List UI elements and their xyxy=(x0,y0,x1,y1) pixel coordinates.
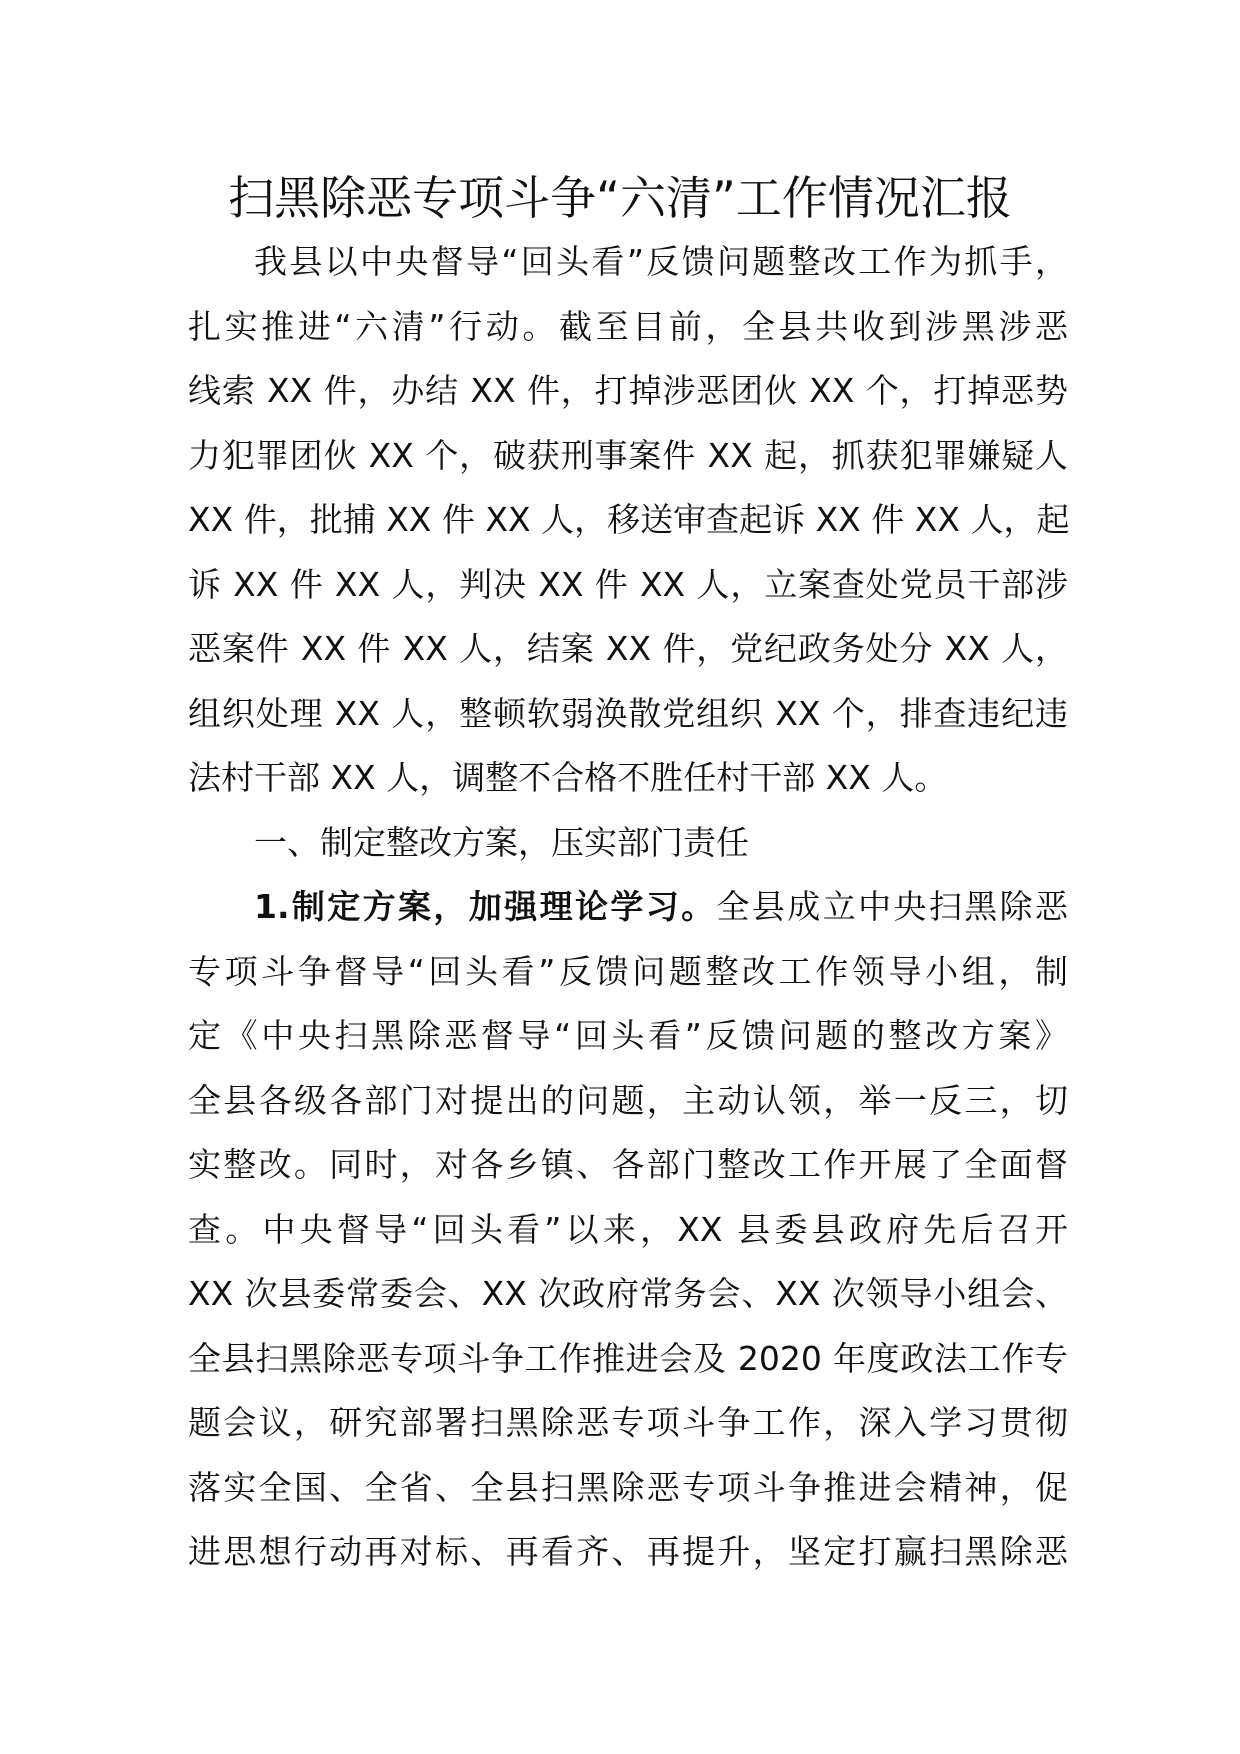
subsection-first-line-rest: 全县成立中央扫黑除恶 xyxy=(716,887,1069,926)
intro-line: 我县以中央督导“回头看”反馈问题整改工作为抓手， xyxy=(254,242,1068,281)
subsection-line: 题会议，研究部署扫黑除恶专项斗争工作，深入学习贯彻 xyxy=(188,1403,1068,1442)
subsection-line: 落实全国、全省、全县扫黑除恶专项斗争推进会精神，促 xyxy=(188,1467,1068,1507)
intro-line: XX 件，批捕 XX 件 XX 人，移送审查起诉 XX 件 XX 人，起 xyxy=(188,500,1070,539)
intro-line: 力犯罪团伙 XX 个，破获刑事案件 XX 起，抓获犯罪嫌疑人 xyxy=(188,435,1068,475)
subsection-line: XX 次县委常委会、XX 次政府常务会、XX 次领导小组会、 xyxy=(188,1274,1068,1313)
subsection-line: 进思想行动再对标、再看齐、再提升，坚定打赢扫黑除恶 xyxy=(188,1532,1068,1571)
intro-line: 线索 XX 件，办结 XX 件，打掉涉恶团伙 XX 个，打掉恶势 xyxy=(188,371,1068,410)
intro-line: 扎实推进“六清”行动。截至目前，全县共收到涉黑涉恶 xyxy=(188,306,1068,346)
subsection-lead: 1.制定方案，加强理论学习。 xyxy=(254,887,717,926)
intro-paragraph xyxy=(188,230,1068,811)
document-body xyxy=(188,230,1068,1585)
subsection-paragraph xyxy=(188,875,1068,1585)
section-heading: 一、制定整改方案，压实部门责任 xyxy=(254,822,749,862)
document-title: 扫黑除恶专项斗争“六清”工作情况汇报 xyxy=(228,171,1012,225)
subsection-line: 专项斗争督导“回头看”反馈问题整改工作领导小组，制 xyxy=(188,951,1068,991)
subsection-line: 全县各级各部门对提出的问题，主动认领，举一反三，切 xyxy=(188,1080,1068,1120)
subsection-line: 定《中央扫黑除恶督导“回头看”反馈问题的整改方案》 xyxy=(188,1016,1068,1055)
subsection-line: 全县扫黑除恶专项斗争工作推进会及 2020 年度政法工作专 xyxy=(188,1338,1068,1378)
subsection-line: 实整改。同时，对各乡镇、各部门整改工作开展了全面督 xyxy=(188,1145,1068,1184)
intro-line: 恶案件 XX 件 XX 人，结案 XX 件，党纪政务处分 XX 人， xyxy=(188,629,1068,668)
intro-line: 组织处理 XX 人，整顿软弱涣散党组织 XX 个，排查违纪违 xyxy=(188,693,1068,733)
intro-line: 诉 XX 件 XX 人，判决 XX 件 XX 人，立案查处党员干部涉 xyxy=(188,564,1068,604)
intro-line: 法村干部 XX 人，调整不合格不胜任村干部 XX 人。 xyxy=(188,758,948,797)
subsection-line: 查。中央督导“回头看”以来，XX 县委县政府先后召开 xyxy=(188,1209,1068,1249)
subsection-first-line xyxy=(188,875,1068,940)
